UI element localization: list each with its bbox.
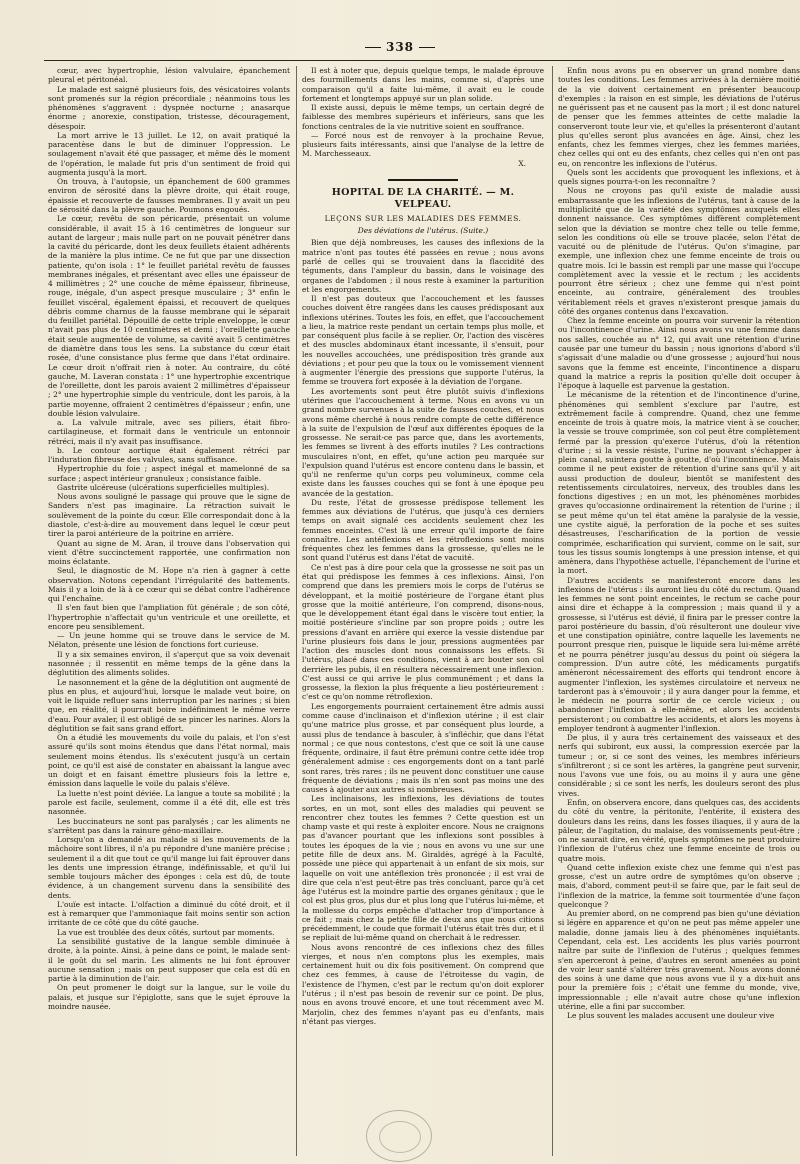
paragraph: Quant au signe de M. Aran, il trouve dans l'observation qui vient d'être succinctement rapportée, une confirmation non moins éclatante. [48,538,290,567]
paragraph: Chez la femme enceinte on pourra voir survenir la rétention ou l'incontinence d'urine. Ainsi nous avons vu une femme dans nos salles, couchée au n° 12, qui avait une rétention d'urine causée par une tumeur du bassin ; nous ignorions d'abord s'il s'agissait d'une maladie ou d'une grossesse ; aujourd'hui nous savons que la femme est enceinte, l'incontinence a disparu quand la matrice a repris la position qu'elle doit occuper à l'époque à laquelle est parvenue la gestation. [558,316,800,391]
column-right [558,66,800,1158]
paragraph: b. Le contour aortique était également rétréci par l'induration fibreuse des valvules, sans suffisance. [48,445,290,465]
paragraph: De plus, il y aura très certainement des vaisseaux et des nerfs qui subiront, eux aussi, la compression exercée par la tumeur ; or, si ce sont des veines, les membres inférieurs s'infiltreront ; si ce sont les artères, la gangrène peut survenir, nous l'avons vue une fois, ou au moins il y aura une gêne considérable ; si ce sont les nerfs, les douleurs seront des plus vives. [558,733,800,798]
paragraph: Le plus souvent les malades accusent une douleur vive [567,1011,775,1021]
paragraph: D'autres accidents se manifesteront encore dans les inflexions de l'utérus : ils auront lieu du côté du rectum. Quand les femmes ne sont point enceintes, le rectum se cache pour ainsi dire et échappe à la compression ; mais quand il y a grossesse, si l'utérus est dévié, il finira par le presser contre la paroi postérieure du bassin, d'où résulteront une douleur vive et une constipation opiniâtre, contre laquelle les lavements ne pourront presque rien, puisque le liquide sera lui-même arrêté et ne pourra pénétrer jusqu'au dessus du point où siégera la compression. D'un autre côté, les médicaments purgatifs amèneront nécessairement des efforts qui tendront encore à augmenter l'inflexion, les systèmes circulatoire et nerveux ne tarderont pas à s'émouvoir ; il y aura danger pour la femme, et le médecin ne pourra sortir de ce cercle vicieux ; ou abandonner l'inflexion à elle-même, et alors les accidents persisteront ; ou combattre les accidents, et alors les moyens à employer tendront à augmenter l'inflexion. [558,575,800,733]
paragraph: Bien que déjà nombreuses, les causes des inflexions de la matrice n'ont pas toutes été passées en revue ; nous avons parlé de celles qui se trouvaient dans la flaccidité des téguments, dans l'ampleur du bassin, dans le voisinage des organes de l'abdomen ; il nous reste à examiner la parturition et les engorgements. [302,238,544,294]
paragraph: Le malade est saigné plusieurs fois, des vésicatoires volants sont promenés sur la région précordiale ; néanmoins tous les phénomènes s'aggravent : dyspnée nocturne ; anasarque énorme ; anorexie, constipation, tristesse, découragement, désespoir. [48,84,290,131]
paragraph: Lorsqu'on a demandé au malade si les mouvements de la mâchoire sont libres, il n'a pu répondre d'une manière précise ; seulement il a dit que tout ce qu'il mange lui fait éprouver dans les dents une impression étrange, indéfinissable, et qu'il lui semble toujours mâcher des éponges : cela est dû, de toute évidence, à un changement survenu dans la sensibilité des dents. [48,835,290,900]
paragraph: Seul, le diagnostic de M. Hope n'a rien à gagner à cette observation. Notons cependant l'irrégularité des battements. Mais il y a loin de là à ce cœur qui se débat contre l'adhérence qui l'enchaîne. [48,566,290,604]
paragraph: Il s'en faut bien que l'ampliation fût générale ; de son côté, l'hypertrophie n'affectait qu'un ventricule et une oreillette, et encore peu sensiblement. [48,603,290,631]
paragraph: Nous ne croyons pas qu'il existe de maladie aussi embarrassante que les inflexions de l'utérus, tant à cause de la multiplicité que de la variété des symptômes auxquels elles donnent naissance. Ces symptômes diffèrent complètement selon que la déviation se montre chez telle ou telle femme, selon les conditions où elle se trouve placée, selon l'état de vacuité ou de plénitude de l'utérus. Qu'on s'imagine, par exemple, une inflexion chez une femme enceinte de trois ou quatre mois. Ici le bassin est rempli par une masse qui l'occupe complètement avec la vessie et le rectum ; les accidents pourront être sérieux ; chez une femme qui n'est point enceinte, au contraire, généralement des troubles véritablement réels et graves n'existeront presque jamais du côté des organes contenus dans l'excavation. [558,186,800,316]
paragraph: Il existe aussi, depuis le même temps, un certain degré de faiblesse des membres supérieurs et inférieurs, sans que les fonctions centrales de la vie nutritive soient en souffrance. [302,103,544,131]
paragraph: Il est à noter que, depuis quelque temps, le malade éprouve des fourmillements dans les mains, comme si, d'après une comparaison qu'il a faite lui-même, il avait eu le coude fortement et longtemps appuyé sur un plan solide. [302,66,544,103]
paragraph: On a étudié les mouvements du voile du palais, et l'on s'est assuré qu'ils sont moins étendus que dans l'état normal, mais seulement moins étendus. Ils s'exécutent jusqu'à un certain point, ce qu'il est aisé de constater en abaissant la langue avec un doigt et en faisant émettre plusieurs fois la lettre e, émission dans laquelle le voile du palais s'élève. [48,733,290,789]
paragraph: Hypertrophie du foie ; aspect inégal et mamelonné de sa surface ; aspect intérieur granuleux ; consistance faible. [48,464,290,483]
section-separator [302,174,544,183]
column-middle [302,66,544,1158]
paragraph: Gastrite ulcéreuse (ulcérations superficielles multiples). [57,482,270,492]
signature: X. [518,158,526,168]
lecture-heading: LEÇONS SUR LES MALADIES DES FEMMES. [324,214,522,224]
paragraph: La sensibilité gustative de la langue semble diminuée à droite, à la pointe. Ainsi, à peine dans ce point, le malade sent-il le goût du sel marin. Les aliments ne lui font éprouver aucune sensation ; mais on peut supposer que cela est dû en partie à la diminution de l'air. [48,936,290,984]
hospital-heading: HOPITAL DE LA CHARITÉ. — M. VELPEAU. [331,187,515,211]
paragraph: On peut promener le doigt sur la langue, sur le voile du palais, et jusque sur l'épiglotte, sans que le sujet éprouve la moindre nausée. [48,983,290,1011]
paragraph: — Forcé nous est de renvoyer à la prochaine Revue, plusieurs faits intéressants, ainsi que l'analyse de la lettre de M. Marchesseaux. [302,130,544,159]
paragraph: Les engorgements pourraient certainement être admis aussi comme cause d'inclinaison et d'inflexion utérine ; il est clair qu'une matrice plus grosse, et par conséquent plus lourde, a aussi plus de tendance à basculer, à s'infléchir, que dans l'état normal ; ce que nous contestons, c'est que ce soit là une cause fréquente, ordinaire, il faut être prémuni contre cette idée trop généralement admise : ces engorgements dont on a tant parlé sont rares, très rares ; ils ne peuvent donc constituer une cause fréquente de déviations ; mais ils n'en sont pas moins une des causes à ajouter aux autres si nombreuses. [302,701,544,795]
paragraph: Enfin nous avons pu en observer un grand nombre dans toutes les conditions. Les femmes arrivées à la dernière moitié de la vie doivent certainement en présenter beaucoup d'exemples : la raison en est simple, les déviations de l'utérus ne guérissent pas et ne causent pas la mort ; il est donc naturel de penser que les femmes atteintes de cette maladie la conserveront toute leur vie, et qu'elles la présenteront d'autant plus qu'elles seront plus avancées en âge. Ainsi, chez les enfants, chez les femmes vierges, chez les femmes mariées, chez celles qui ont eu des enfants, chez celles qui n'en ont pas eu, on rencontre les inflexions de l'utérus. [558,66,800,168]
paragraph: — Un jeune homme qui se trouve dans le service de M. Nélaton, présente une lésion de fonctions fort curieuse. [48,631,290,650]
library-stamp-icon [366,1110,432,1162]
paragraph: Le mécanisme de la rétention et de l'incontinence d'urine, phénomènes qui semblent s'exclure par l'autre, est extrêmement facile à comprendre. Quand, chez une femme enceinte de trois à quatre mois, la matrice vient à se coucher, la vessie se trouve comprimée, son col peut être complètement fermé par la pression qu'exerce l'utérus, d'où la rétention d'urine ; si la vessie résiste, l'urine ne pouvant s'échapper à plein canal, suintera goutte à goutte, d'où l'incontinence. Mais comme il ne peut exister de rétention d'urine sans qu'il y ait aussi production de douleur, bientôt se manifestent des retentissements circulatoires, nerveux, des troubles dans les fonctions digestives ; en un mot, les phénomènes morbides graves qu'occasionne ordinairement la rétention de l'urine ; il se peut même qu'un tel état amène la paralysie de la vessie, une cystite aiguë, la perforation de la poche et ses suites désastreuses, l'escharification de la portion de vessie comprimée, escharification qui survient, comme on le sait, sur tous les tissus soumis longtemps à une pression intense, et qui amènera, dans l'hypothèse actuelle, l'épanchement de l'urine et la mort. [558,390,800,576]
paragraph: On trouva, à l'autopsie, un épanchement de 600 grammes environ de sérosité dans la plèvre droite, qui était rouge, épaissie et recouverte de fausses membranes. Il y avait un peu de sérosité dans la plèvre gauche. Poumons engoués. [48,177,290,214]
header-rule [44,60,784,61]
paragraph: Il n'est pas douteux que l'accouchement et les fausses couches doivent être rangées dans les causes prédisposant aux inflexions utérines. Toutes les fois, en effet, que l'accouchement a lieu, la matrice reste pendant un certain temps plus molle, et par conséquent plus facile à se replier. Or, l'action des viscères et des muscles abdominaux étant incessante, il s'ensuit, pour les nouvelles accouchées, une prédisposition très grande aux déviations ; et pour peu que la toux ou le vomissement viennent à augmenter l'énergie des pressions que supporte l'utérus, la femme se trouvera fort exposée à la déviation de l'organe. [302,294,544,387]
paragraph: Au premier abord, on ne comprend pas bien qu'une déviation si légère en apparence et qu'on ne peut pas même appeler une maladie, donne jamais lieu à des phénomènes inquiétants. Cependant, cela est. Les accidents les plus variés pourront naître par suite de l'inflexion de l'utérus ; quelques femmes s'en aperceront à peine, d'autres en seront amenées au point de voir leur santé s'altérer très gravement. Nous avons donné des soins à une dame que nous avons vue il y a dix-huit ans pour la première fois ; c'était une femme du monde, vive, impressionnable ; elle n'avait autre chose qu'une inflexion utérine, elle a fini par succomber. [558,909,800,1011]
column-left [48,66,290,1158]
paragraph: Les avortements sont peut être plutôt suivis d'inflexions utérines que l'accouchement à terme. Nous en avons vu un grand nombre survenues à la suite de fausses couches, et nous avons même cherché à nous rendre compte de cette différence à la suite de l'expulsion de l'œuf aux différentes époques de la grossesse. Ne serait-ce pas parce que, dans les avortements, les femmes se livrent à des efforts inutiles ? Les contractions musculaires n'ont, en effet, qu'une action peu marquée sur l'expulsion quand l'utérus est encore contenu dans le bassin, et qu'il ne renferme qu'un corps peu volumineux, comme cela existe dans les fausses couches qui se font à une époque peu avancée de la gestation. [302,386,544,498]
paragraph: Quels sont les accidents que provoquent les inflexions, et à quels signes pourra-t-on les reconnaître ? [558,167,800,187]
paragraph: La mort arrive le 13 juillet. Le 12, on avait pratiqué la paracentèse dans le but de diminuer l'oppression. Le soulagement n'avait été que passager, et même dès le moment de l'opération, le malade fut pris d'un sentiment de froid qui augmenta jusqu'à la mort. [48,130,290,177]
paragraph: Nous avons souligné le passage qui prouve que le signe de Sanders n'est pas imaginaire. La rétraction suivait le soulèvement de la pointe du cœur. Elle correspondait donc à la diastole, c'est-à-dire au mouvement dans lequel le cœur peut tirer la paroi antérieure de la poitrine en arrière. [48,492,290,539]
paragraph: Le cœur, revêtu de son péricarde, présentait un volume considérable, il avait 15 à 16 centimètres de longueur sur autant de largeur ; mais nulle part on ne pouvait pénétrer dans la cavité du péricarde, dont les deux feuillets étaient adhérents de la manière la plus intime. Ce ne fut que par une dissection patiente, qu'on isola : 1° le feuillet pariétal revêtu de fausses membranes inégales, et présentant avec elles une épaisseur de 4 millimètres ; 2° une couche de même épaisseur, fibrineuse, rouge, inégale, d'un aspect presque musculaire ; 3° enfin le feuillet viscéral, également épaissi, et recouvert de quelques débris comme charnus de la fausse membrane qui le séparait du feuillet pariétal. Dépouillé de cette triple enveloppe, le cœur n'avait pas plus de 10 centimètres et demi ; l'oreillette gauche était seule augmentée de volume, sa cavité avait 5 centimètres de diamètre dans tous les sens. La substance du cœur était rosée, d'une consistance plus ferme que dans l'état ordinaire. Le cœur droit n'offrait rien à noter. Au contraire, du côté gauche, M. Laveran constata : 1° une hypertrophie excentrique de l'oreillette, dont les parois avaient 2 millimètres d'épaisseur ; 2° une hypertrophie simple du ventricule, dont les parois, à la partie moyenne, offraient 2 centimètres d'épaisseur ; enfin, une double lésion valvulaire. [48,214,290,418]
paragraph: cœur, avec hypertrophie, lésion valvulaire, épanchement pleural et péritonéal. [48,66,290,85]
lecture-subtitle: Des déviations de l'utérus. (Suite.) [357,226,489,236]
paragraph: La vue est troublée des deux côtés, surtout par moments. [57,927,275,937]
paragraph: Ce n'est pas à dire pour cela que la grossesse ne soit pas un état qui prédispose les femmes à ces inflexions. Ainsi, l'on comprend que dans les premiers mois le corps de l'utérus se développant, et la moitié postérieure de l'organe étant plus grosse que la moitié antérieure, l'on comprend, disons-nous, que le développement étant égal dans le viscère tout entier, la moitié postérieure s'incline par son propre poids ; outre les pressions d'avant en arrière qui exerce la vessie distendue par l'urine plusieurs fois dans le jour, pressions augmentées par l'action des muscles dont nous connaissons les effets. Si l'utérus, placé dans ces conditions, vient à arc bouter son col derrière les pubis, il en résultera nécessairement une inflexion. C'est aussi ce qui arrive le plus communément ; et dans la grossesse, la flexion la plus fréquente a lieu postérieurement : c'est ce qu'on nomme rétroflexion. [302,562,544,702]
paragraph: La luette n'est point déviée. La langue a toute sa mobilité ; la parole est facile, seulement, comme il a été dit, elle est très nasonnée. [48,788,290,817]
page-number: 338 [0,40,800,54]
paragraph: Enfin, on observera encore, dans quelques cas, des accidents du côté du ventre, la péritonite, l'entérite, il existera des douleurs dans les reins, dans les fosses iliaques, il y aura de la pâleur, de l'agitation, du malaise, des vomissements peut-être ; on ne saurait dire, en vérité, quels symptômes ne peut produire l'inflexion de l'utérus chez une femme enceinte de trois ou quatre mois. [558,797,800,863]
paragraph: L'ouïe est intacte. L'olfaction a diminué du côté droit, et il est à remarquer que l'ammoniaque fait moins sentir son action irritante de ce côté que du côté gauche. [48,899,290,928]
column-divider [552,66,553,1156]
paragraph: Les inclinaisons, les inflexions, les déviations de toutes sortes, en un mot, sont elles des maladies qui peuvent se rencontrer chez toutes les femmes ? Cette question est un champ vaste et qui reste à exploiter encore. Nous ne craignons pas d'avancer pourtant que les inflexions sont possibles à toutes les époques de la vie ; nous en avons vu une sur une petite fille de deux ans. M. Giraldès, agrégé à la Faculté, possède une pièce qui appartenait à un enfant de six mois, sur laquelle on voit une antéflexion très prononcée ; il est vrai de dire que cela n'est peut-être pas très concluant, parce qu'à cet âge l'utérus est la moindre partie des organes génitaux ; que le col est plus gros, plus dur et plus long que l'utérus lui-même, et la mollesse du corps empêche d'attacher trop d'importance à ce fait ; mais chez la petite fille de deux ans que nous citions précédemment, le coude que formait l'utérus était très dur, et il se repliait de lui-même quand on cherchait à le redresser. [302,794,544,943]
paragraph: Du reste, l'état de grossesse prédispose tellement les femmes aux déviations de l'utérus, que jusqu'à ces derniers temps on avait signalé ces accidents seulement chez les femmes enceintes. C'est là une erreur qu'il importe de faire connaître. Les antéflexions et les rétroflexions sont moins fréquentes chez les femmes dans la grossesse, qu'elles ne le sont quand l'utérus est dans l'état de vacuité. [302,497,544,563]
paragraph: Les buccinateurs ne sont pas paralysés ; car les aliments ne s'arrêtent pas dans la rainure géno-maxillaire. [48,816,290,835]
column-divider [296,66,297,1156]
paragraph: Nous avons rencontré de ces inflexions chez des filles vierges, et nous n'en comptons plus les exemples, mais certainement huit ou dix fois positivement. On comprend que chez ces femmes, à cause de l'étroitesse du vagin, de l'existence de l'hymen, c'est par le rectum qu'on doit explorer l'utérus ; il n'est pas besoin de revenir sur ce point. De plus, nous en avons trouvé encore, et une tout récemment avec M. Marjolin, chez des femmes n'ayant pas eu d'enfants, mais n'étant pas vierges. [302,942,544,1026]
paragraph: a. La valvule mitrale, avec ses piliers, était fibro-cartilagineuse, et formait dans le ventricule un entonnoir rétréci, mais il n'y avait pas insuffisance. [48,418,290,446]
paragraph: Le nasonnement et la gêne de la déglutition ont augmenté de plus en plus, et aujourd'hui, lorsque le malade veut boire, on voit le liquide refluer sans interruption par les narines ; si bien que, en réalité, il pourrait boire indéfiniment le même verre d'eau. Pour avaler, il est obligé de se pincer les narines. Alors la déglutition se fait sans grand effort. [48,677,290,733]
paragraph: Quand cette inflexion existe chez une femme qui n'est pas grosse, c'est un autre ordre de symptômes qu'on observe ; mais, d'abord, comment peut-il se faire que, par le fait seul de l'inflexion de la matrice, la femme soit tourmentée d'une façon quelconque ? [558,862,800,909]
paragraph: Il y a six semaines environ, il s'aperçut que sa voix devenait nasonnée ; il ressentit en même temps de la gêne dans la déglutition des aliments solides. [48,649,290,678]
